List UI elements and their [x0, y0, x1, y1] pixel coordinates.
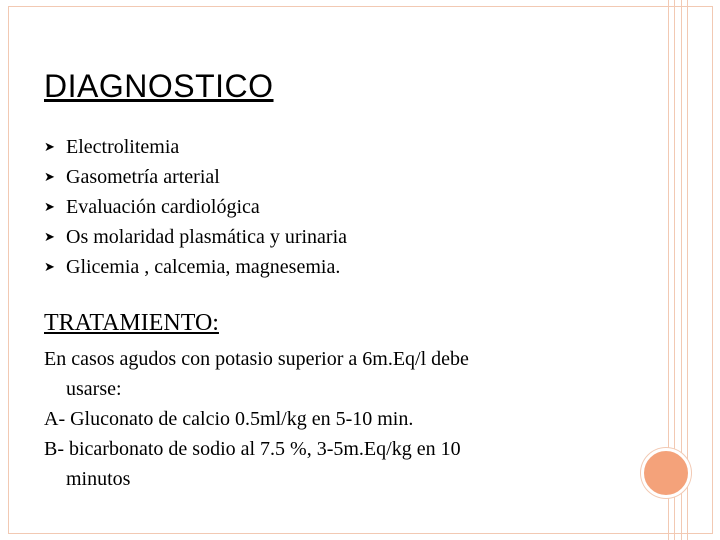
decorative-circle	[641, 448, 691, 498]
paragraph-option-a: A- Gluconato de calcio 0.5ml/kg en 5-10 min.	[44, 408, 414, 430]
diagnostic-list	[44, 132, 347, 282]
list-item: ➤ Electrolitemia	[44, 132, 347, 162]
list-item: ➤ Gasometría arterial	[44, 162, 347, 192]
treatment-text	[44, 344, 604, 494]
list-item: ➤ Glicemia , calcemia, magnesemia.	[44, 252, 347, 282]
section-heading-treatment: TRATAMIENTO:	[44, 310, 219, 336]
list-item: ➤ Evaluación cardiológica	[44, 192, 347, 222]
arrowhead-bullet-icon: ➤	[44, 140, 55, 155]
paragraph-acute-cases: En casos agudos con potasio superior a 6m.Eq/l debe usarse:	[44, 348, 469, 400]
slide-title: DIAGNOSTICO	[44, 68, 274, 104]
list-item: ➤ Os molaridad plasmática y urinaria	[44, 222, 347, 252]
arrowhead-bullet-icon: ➤	[44, 200, 55, 215]
arrowhead-bullet-icon: ➤	[44, 170, 55, 185]
arrowhead-bullet-icon: ➤	[44, 260, 55, 275]
arrowhead-bullet-icon: ➤	[44, 230, 55, 245]
paragraph-option-b: B- bicarbonato de sodio al 7.5 %, 3-5m.Eq/kg en 10 minutos	[44, 438, 461, 490]
